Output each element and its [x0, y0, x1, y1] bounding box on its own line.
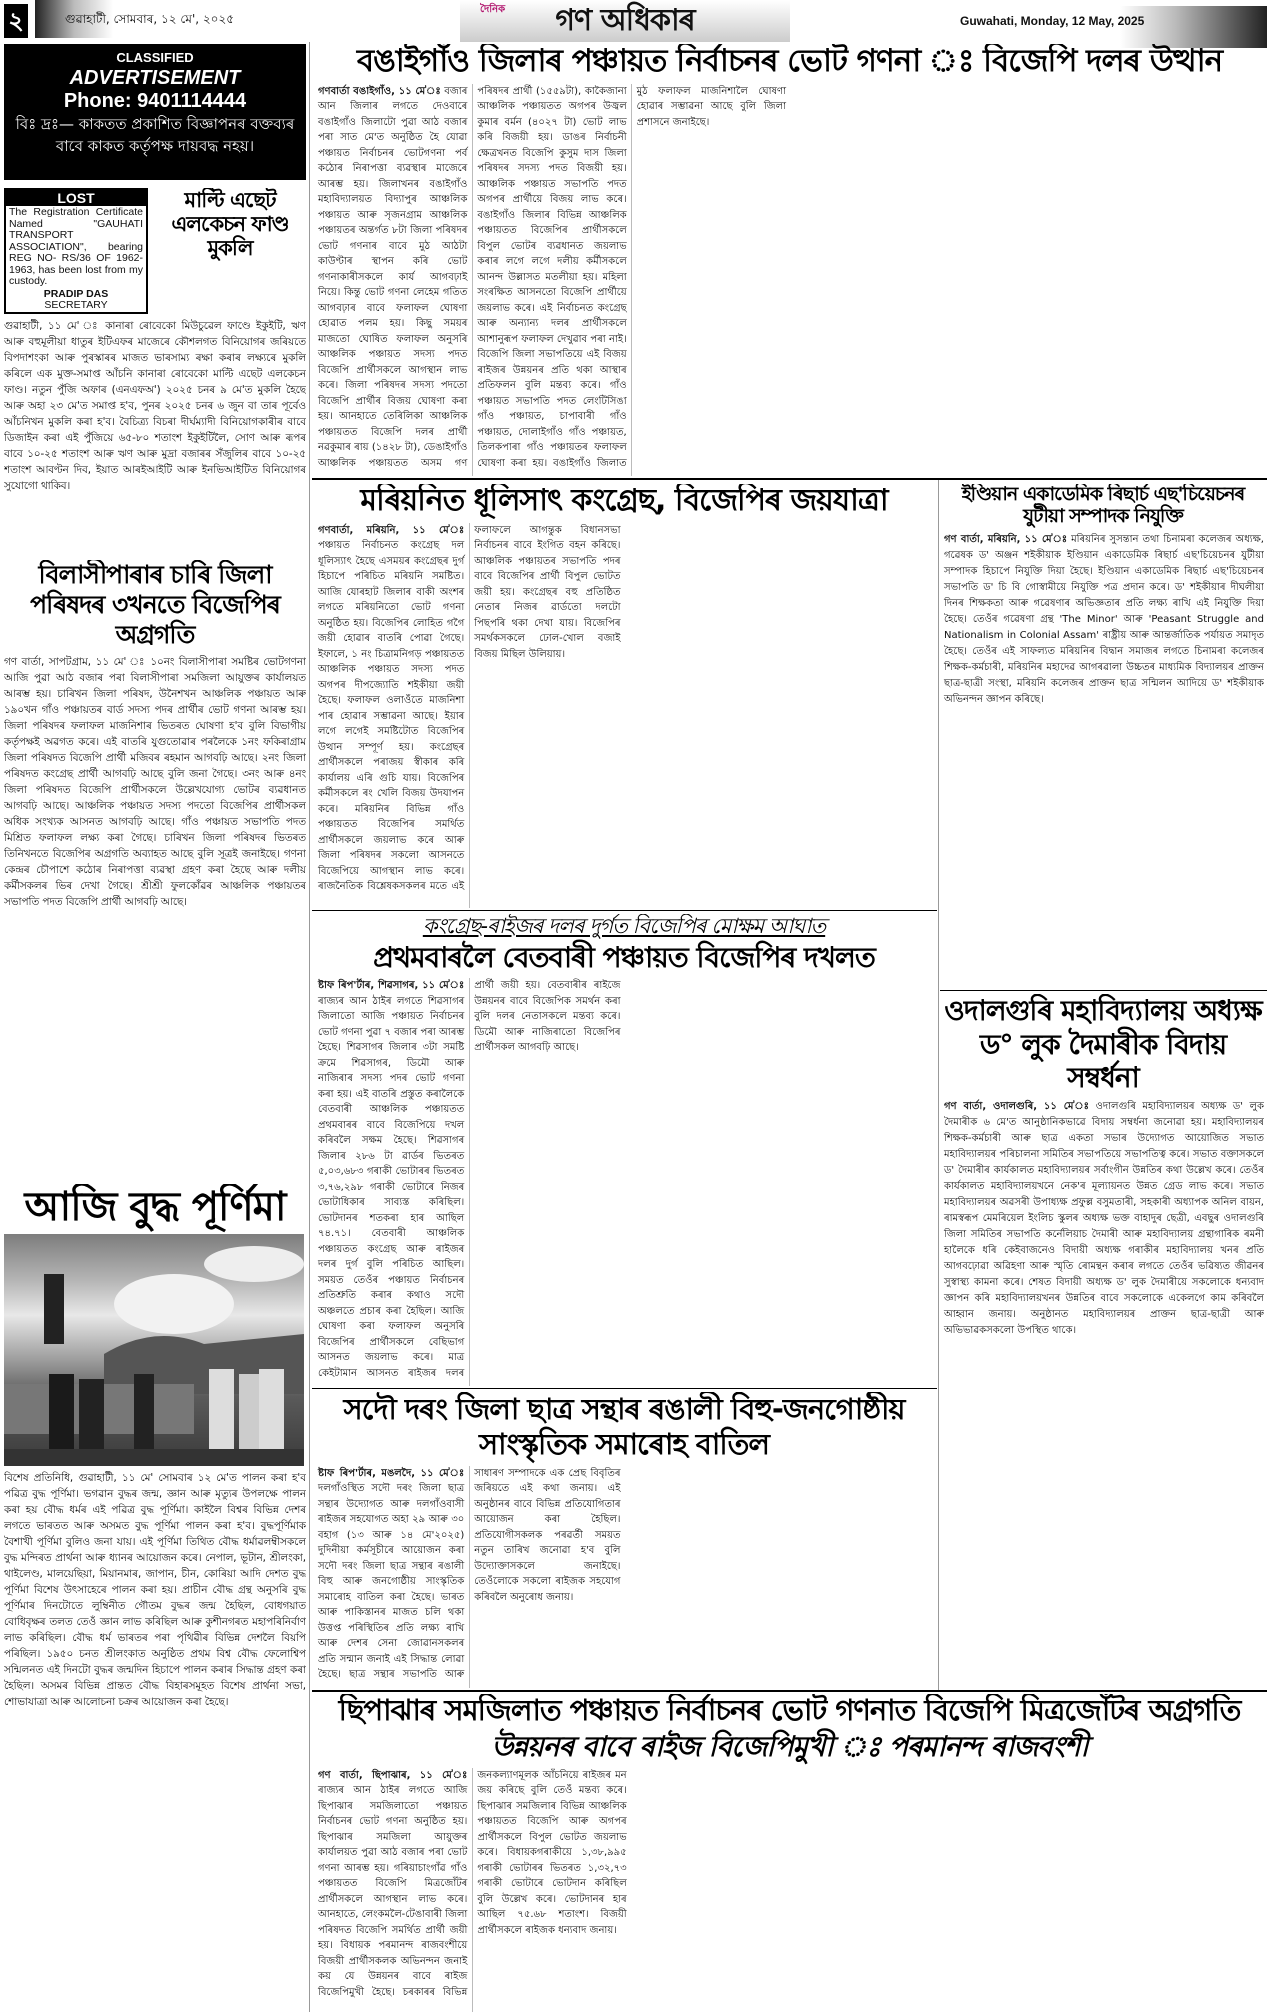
logo-daily-label: দৈনিক	[480, 4, 506, 15]
lost-text: The Registration Certificate Named "GAUHATI TRANSPORT ASSOCIATION", bearing REG NO- RS/36 OF 1962-1963, has been lost from my custody.	[9, 206, 143, 287]
sodou-headline: সদৌ দৰং জিলা ছাত্ৰ সন্থাৰ ৰঙালী বিহু-জনগোষ্ঠীয় সাংস্কৃতিক সমাৰোহ বাতিল	[343, 1392, 905, 1461]
date-assamese: গুৱাহাটী, সোমবাৰ, ১২ মে', ২০২৫	[35, 0, 295, 38]
bilasipara-body: গণ বাৰ্তা, সাপটগ্ৰাম, ১১ মে' ঃ ১০নং বিলাসীপাৰা সমষ্টিৰ ভোটগণনা আজি পুৱা আঠ বজাৰ পৰা বিলাসীপাৰা সমজিলা আয়ুক্তৰ কাৰ্যালয়ত আৰম্ভ হয়। চাৰিখন জিলা পৰিষদ, উনৈশখন আঞ্চলিক পঞ্চায়ত আৰু ১৯০খন গাঁও পঞ্চায়তৰ বাৰ্ড সদস্য পদৰ প্ৰাৰ্থীৰ ভোট গণনা আৰম্ভ হয়। জিলা পৰিষদৰ ফলাফল মাজনিশাৰ ভিতৰত ঘোষণা হ'ব বুলি বিভাগীয় কৰ্তৃপক্ষই অৱগত কৰে। এই বাতৰি যুগুতোৱাৰ পৰলৈকে ১নং ফকিৰাগ্ৰাম জিলা পৰিষদত বিজেপি প্ৰাৰ্থী মজিবৰ ৰহমান আগবঢ়ি আছে। ২নং জিলা পৰিষদত কংগ্ৰেছ প্ৰাৰ্থী আগবঢ়ি আছে বুলি জনা গৈছে। ৩নং আৰু ৪নং জিলা পৰিষদত বিজেপি প্ৰাৰ্থীসকলে উল্লেখযোগ্য ভোটৰ ব্যৱধানত আগবঢ়ি আছে। আঞ্চলিক পঞ্চায়ত সদস্য পদতো বিজেপিৰ প্ৰাৰ্থীসকল অধিক সংখ্যক আসনত আগবঢ়ি আছে। গাঁও পঞ্চায়ত সভাপতি পদত মিশ্ৰিত ফলাফল লক্ষ্য কৰা গৈছে। চাৰিখন জিলা পৰিষদৰ ভিতৰত তিনিখনতে বিজেপিৰ অগ্ৰগতি অব্যাহত আছে বুলি সূত্ৰই জনাইছে। গণনা কেন্দ্ৰৰ চৌপাশে কঠোৰ নিৰাপত্তা ব্যৱস্থা গ্ৰহণ কৰা হৈছে আৰু দলীয় কৰ্মীসকলৰ ভিৰ দেখা গৈছে। শ্ৰীশ্ৰী ফুলকোঁৱৰ আঞ্চলিক পঞ্চায়তৰ সভাপতি পদত বিজেপি প্ৰাৰ্থী আগবঢ়ি আছে।	[4, 656, 306, 908]
chipajhar-subhead: উন্নয়নৰ বাবে ৰাইজ বিজেপিমুখী ঃ পৰমানন্দ ৰাজবংশী	[491, 1730, 1088, 1764]
betbari-headline: প্ৰথমবাৰলৈ বেতবাৰী পঞ্চায়ত বিজেপিৰ দখলত	[373, 941, 875, 975]
lost-notice	[4, 188, 148, 314]
lead-headline: বঙাইগাঁও জিলাৰ পঞ্চায়ত নিৰ্বাচনৰ ভোট গণনা ঃ বিজেপি দলৰ উত্থান	[356, 44, 1223, 79]
academic-section	[942, 484, 1264, 986]
advertisement-label: ADVERTISEMENT	[69, 67, 241, 89]
udalguri-body	[942, 1099, 1264, 1688]
classified-phone: Phone: 9401114444	[63, 90, 247, 112]
chipajhar-text: ৰাজ্যৰ আন ঠাইৰ লগতে আজি ছিপাঝাৰ সমজিলাতো পঞ্চায়ত নিৰ্বাচনৰ ভোট গণনা অনুষ্ঠিত হয়। ছিপাঝাৰ সমজিলা আয়ুক্তৰ কাৰ্যালয়ত পুৱা আঠ বজাৰ পৰা ভোট গণনা আৰম্ভ হয়। গৰিয়াচাংগাঁৱ গাঁও পঞ্চায়তত বিজেপি মিত্ৰজোঁটৰ প্ৰাৰ্থীসকলে আগস্থান লাভ কৰে। আনহাতে, লেংকমলৈ-টেঙাবাৰী জিলা পৰিষদত বিজেপি সমৰ্থিত প্ৰাৰ্থী জয়ী হয়। বিধায়ক পৰমানন্দ ৰাজবংশীয়ে বিজয়ী প্ৰাৰ্থীসকলক অভিনন্দন জনাই কয় যে উন্নয়নৰ বাবে ৰাইজ বিজেপিমুখী হৈছে। চৰকাৰৰ বিভিন্ন জনকল্যাণমূলক আঁচনিয়ে ৰাইজৰ মন জয় কৰিছে বুলি তেওঁ মন্তব্য কৰে। ছিপাঝাৰ সমজিলাৰ বিভিন্ন আঞ্চলিক পঞ্চায়তত বিজেপি আৰু অগপৰ প্ৰাৰ্থীসকলে বিপুল ভোটত জয়লাভ কৰে। বিধায়কগৰাকীয়ে ১,৩৮,৯৯৫ গৰাকী ভোটাৰৰ ভিতৰত ১,৩২,৭৩ গৰাকী ভোটাৰে ভোটদান কৰিছিল বুলি উল্লেখ কৰে। ভোটদানৰ হাৰ আছিল ৭৫.৬৮ শতাংশ। বিজয়ী প্ৰাৰ্থীসকলে ৰাইজক ধন্যবাদ জনায়।	[318, 1769, 627, 1998]
date-english: Guwahati, Monday, 12 May, 2025	[900, 6, 1267, 48]
lead-text: বজাৰ আন জিলাৰ লগতে দেওবাৰে বঙাইগাঁও জিলাটো পুৱা আঠ বজাৰ পৰা সাত মে'ত অনুষ্ঠিত হৈ যোৱা পঞ্চায়ত নিৰ্বাচনৰ ভোটগণনা পৰ্ব কঠোৰ নিৰাপত্তা ব্যৱস্থাৰ মাজেৰে আৰম্ভ হয়। জিলাখনৰ বঙাইগাঁও মহাবিদ্যালয়ত বিদ্যাপুৰ আঞ্চলিক পঞ্চায়ত আৰু সৃজনগ্ৰাম আঞ্চলিক পঞ্চায়তৰ অন্তৰ্গত ৮টা জিলা পৰিষদৰ ভোট গণনাৰ বাবে মুঠ আঠটা কাউণ্টাৰ স্থাপন কৰি ভোট গণনাকাৰীসকলে কাৰ্য আগবঢ়াই নিয়ে। কিন্তু ভোট গণনা লেহেম গতিত আগবঢ়াৰ বাবে ফলাফল ঘোষণা হোৱাত পলম হয়। কিছু সময়ৰ মাজতো ঘোষিত ফলাফল অনুসৰি আঞ্চলিক পঞ্চায়ত সদস্য পদত বিজেপি প্ৰাৰ্থীসকলে আগস্থান লাভ কৰে। জিলা পৰিষদৰ সদস্য পদতো বিজেপি প্ৰাৰ্থীৰ বিজয় ঘোষণা কৰা হয়। আনহাতে তেৰিলিকা আঞ্চলিক পঞ্চায়তত বিজেপি দলৰ প্ৰাৰ্থী নৱকুমাৰ ৰায় (১৪২৮ টা), ডেঙাইগাঁও আঞ্চলিক পঞ্চায়তত অসম গণ পৰিষদৰ প্ৰাৰ্থী (১৫৫৯টা), কাকৈজানা আঞ্চলিক পঞ্চায়তত অগপৰ উজ্বল কুমাৰ বৰ্মন (৪০২৭ টা) ভোট লাভ কৰি বিজয়ী হয়। ডাঙৰ নিৰ্বাচনী ক্ষেত্ৰখনত বিজেপি কুসুম দাস জিলা পৰিষদৰ সদস্য পদত বিজয়ী হয়। আঞ্চলিক পঞ্চায়ত সভাপতি পদত অগপৰ প্ৰাৰ্থীয়ে বিজয় লাভ কৰে। বঙাইগাঁও জিলাৰ বিভিন্ন আঞ্চলিক পঞ্চায়তত বিজেপিৰ প্ৰাৰ্থীসকলে বিপুল ভোটৰ ব্যৱধানত জয়লাভ কৰাৰ লগে লগে দলীয় কৰ্মীসকলে আনন্দ উল্লাসত মতলীয়া হয়। মহিলা সংৰক্ষিত আসনতো বিজেপি প্ৰাৰ্থীয়ে জয়লাভ কৰে। এই নিৰ্বাচনত কংগ্ৰেছ আৰু অন্যান্য দলৰ প্ৰাৰ্থীসকলে আশানুৰূপ ফলাফল দেখুৱাব পৰা নাই। বিজেপি জিলা সভাপতিয়ে এই বিজয় ৰাইজৰ উন্নয়নৰ প্ৰতি থকা আস্থাৰ প্ৰতিফলন বুলি মন্তব্য কৰে। গাঁও পঞ্চায়ত সভাপতি পদত লেংটিসিঙা গাঁও পঞ্চায়ত, চাপাবাৰী গাঁও পঞ্চায়ত, দোলাইগাঁও গাঁও পঞ্চায়ত, তিলকপাৰা গাঁও পঞ্চায়তৰ ফলাফল ঘোষণা কৰা হয়। বঙাইগাঁও জিলাত মুঠ ফলাফল মাজনিশালৈ ঘোষণা হোৱাৰ সম্ভাৱনা আছে বুলি জিলা প্ৰশাসনে জনাইছে।	[318, 85, 786, 469]
betbari-section	[312, 914, 936, 1386]
sodou-text: দলগাঁওস্থিত সদৌ দৰং জিলা ছাত্ৰ সন্থাৰ উদ্যোগত আৰু দলগাঁওবাসী ৰাইজৰ সহযোগত অহা ২৯ আৰু ৩০ বহাগ (১৩ আৰু ১৪ মে'২০২৫) দুদিনীয়া কৰ্মসূচীৰে আয়োজন কৰা সদৌ দৰং জিলা ছাত্ৰ সন্থাৰ ৰঙালী বিহু আৰু জনগোষ্ঠীয় সাংস্কৃতিক সমাৰোহ বাতিল কৰা হৈছে। ভাৰত আৰু পাকিস্তানৰ মাজত চলি থকা উত্তপ্ত পৰিস্থিতিৰ প্ৰতি লক্ষ্য ৰাখি আৰু দেশৰ সেনা জোৱানসকলৰ প্ৰতি সন্মান জনাই এই সিদ্ধান্ত লোৱা হৈছে। ছাত্ৰ সন্থাৰ সভাপতি আৰু সাধাৰণ সম্পাদকে এক প্ৰেছ বিবৃতিৰ জৰিয়তে এই কথা জনায়। এই অনুষ্ঠানৰ বাবে বিভিন্ন প্ৰতিযোগিতাৰ আয়োজন কৰা হৈছিল। প্ৰতিযোগীসকলক পৰৱৰ্তী সময়ত নতুন তাৰিখ জনোৱা হ'ব বুলি উদ্যোক্তাসকলে জনাইছে। তেওঁলোকে সকলো ৰাইজক সহযোগ কৰিবলৈ অনুৰোধ জনায়।	[318, 1467, 621, 1681]
bilasipara-section	[4, 560, 306, 1178]
lead-body	[312, 84, 1267, 476]
academic-dateline: গণ বাৰ্তা, মৰিয়নি, ১১ মে'ঃ	[944, 533, 1068, 545]
sodou-section	[312, 1392, 936, 1688]
fund-section	[4, 188, 306, 556]
moriyani-body	[312, 523, 936, 909]
academic-body	[942, 532, 1264, 986]
betbari-text: ৰাজ্যৰ আন ঠাইৰ লগতে শিৱসাগৰ জিলাতো আজি পঞ্চায়ত নিৰ্বাচনৰ ভোট গণনা পুৱা ৭ বজাৰ পৰা আৰম্ভ হৈছে। শিৱসাগৰ জিলাৰ ৩টা সমষ্টি ক্ৰমে শিৱসাগৰ, ডিমৌ আৰু নাজিৰাৰ সদস্য পদৰ ভোট গণনা কৰা হয়। এই বাতৰি প্ৰস্তুত কৰালৈকে বেতবাৰী আঞ্চলিক পঞ্চায়তত প্ৰথমবাৰৰ বাবে বিজেপিয়ে দখল কৰিবলৈ সক্ষম হৈছে। শিৱসাগৰ জিলাৰ ২৮৬ টা ৱাৰ্ডৰ ভিতৰত ৫,০৩,৬৮৩ গৰাকী ভোটাৰৰ ভিতৰত ৩,৭৬,২৯৮ গৰাকী ভোটাৰে নিজৰ ভোটাধিকাৰ সাব্যস্ত কৰিছিল। ভোটদানৰ শতকৰা হাৰ আছিল ৭৪.৭১। বেতবাৰী আঞ্চলিক পঞ্চায়তত কংগ্ৰেছ আৰু ৰাইজৰ দলৰ দুৰ্গ বুলি পৰিচিত আছিল। সময়ত তেওঁৰ পঞ্চায়ত নিৰ্বাচনৰ প্ৰতিশ্ৰুতি কৰাৰ কথাও সদৌ অঞ্চলতে প্ৰচাৰ কৰা হৈছিল। আজি ঘোষণা কৰা ফলাফল অনুসৰি বিজেপিৰ প্ৰাৰ্থীসকলে বেছিভাগ আসনত জয়লাভ কৰে। মাত্ৰ কেইটামান আসনত ৰাইজৰ দলৰ প্ৰাৰ্থী জয়ী হয়। বেতবাৰীৰ ৰাইজে উন্নয়নৰ বাবে বিজেপিক সমৰ্থন কৰা বুলি দলৰ নেতাসকলে মন্তব্য কৰে। ডিমৌ আৰু নাজিৰাতো বিজেপিৰ প্ৰাৰ্থীসকল আগবঢ়ি আছে।	[318, 980, 621, 1379]
lost-designation: SECRETARY	[44, 299, 108, 311]
chipajhar-headline: ছিপাঝাৰ সমজিলাত পঞ্চায়ত নিৰ্বাচনৰ ভোট গণনাত বিজেপি মিত্ৰজোঁটৰ অগ্ৰগতি	[338, 1694, 1241, 1727]
buddha-body: বিশেষ প্ৰতিনিধি, গুৱাহাটী, ১১ মে' সোমবাৰ ১২ মে'ত পালন কৰা হ'ব পৱিত্ৰ বুদ্ধ পূৰ্ণিমা। ভগৱান বুদ্ধৰ জন্ম, জ্ঞান আৰু মৃত্যুৰ উপলক্ষে পালন কৰা হয় বৌদ্ধ ধৰ্মৰ এই পৱিত্ৰ বুদ্ধ পূৰ্ণিমা। কাইলৈ বিশ্বৰ বিভিন্ন দেশৰ লগতে ভাৰতত আৰু অসমত বুদ্ধ পূৰ্ণিমা পালন কৰা হ'ব। বুদ্ধপূৰ্ণিমাক বৈশাখী পূৰ্ণিমা বুলিও জনা যায়। এই পূৰ্ণিমা তিথিত বৌদ্ধ ধৰ্মাৱলম্বীসকলে বুদ্ধ মন্দিৰত প্ৰাৰ্থনা আৰু ধ্যানৰ আয়োজন কৰে। নেপাল, ভূটান, শ্ৰীলংকা, থাইলেণ্ড, মালয়েছিয়া, মিয়ানমাৰ, জাপান, চীন, কোৰিয়া আদি দেশত বুদ্ধ পূৰ্ণিমা বিশেষ উৎসাহেৰে পালন কৰা হয়। প্ৰাচীন বৌদ্ধ গ্ৰন্থ অনুসৰি বুদ্ধ পূৰ্ণিমাৰ দিনটোতে লুম্বিনীত গৌতম বুদ্ধৰ জন্ম হৈছিল, বোধগয়াত বোধিবৃক্ষৰ তলত তেওঁ জ্ঞান লাভ কৰিছিল আৰু কুশীনগৰত মহাপৰিনিৰ্বাণ লাভ কৰিছিল। বৌদ্ধ ধৰ্ম ভাৰতৰ পৰা পৃথিৱীৰ বিভিন্ন দেশলৈ বিয়পি পৰিছিল। ১৯৫০ চনত শ্ৰীলংকাত অনুষ্ঠিত প্ৰথম বিশ্ব বৌদ্ধ ফেলোশ্বিপ সন্মিলনত এই দিনটো বুদ্ধৰ জন্মদিন হিচাপে পালন কৰাৰ সিদ্ধান্ত গ্ৰহণ কৰা হৈছিল। অসমৰ বিভিন্ন প্ৰান্তত বৌদ্ধ বিহাৰসমূহত বিশেষ প্ৰাৰ্থনা সভা, শোভাযাত্ৰা আৰু আলোচনা চক্ৰৰ আয়োজন কৰা হৈছে।	[4, 1472, 306, 1708]
betbari-kicker: কংগ্ৰেছ-ৰাইজৰ দলৰ দুৰ্গত বিজেপিৰ মোক্ষম আঘাত	[422, 914, 826, 938]
newspaper-logo	[460, 0, 790, 42]
sodou-body	[312, 1466, 936, 1688]
academic-text: মৰিয়নিৰ সুসন্তান তথা চিনামৰা কলেজৰ অধ্যক্ষ, গৱেষক ড' অঞ্জন শইকীয়াক ইণ্ডিয়ান একাডেমিক ৰিছাৰ্চ এছ'চিয়েচনৰ যুটীয়া সম্পাদক হিচাপে নিযুক্তি দিয়া হৈছে। ইণ্ডিয়ান একাডেমিক ৰিছাৰ্চ এছ'চিয়েচনৰ সভাপতি ড' চি বি গোস্বামীয়ে নিযুক্তি পত্ৰ প্ৰদান কৰে। ড' শইকীয়াৰ দীঘলীয়া দিনৰ শিক্ষকতা আৰু গৱেষণাৰ অভিজ্ঞতাৰ প্ৰতি লক্ষ্য ৰাখি এই নিযুক্তি দিয়া হৈছে। তেওঁৰ গৱেষণা গ্ৰন্থ 'The Minor' আৰু 'Peasant Struggle and Nationalism in Colonial Assam' ৰাষ্ট্ৰীয় আৰু আন্তৰ্জাতিক পৰ্যায়ত সমাদৃত হৈছে। তেওঁৰ এই সাফল্যত মৰিয়নিৰ বিদ্বান সমাজৰ লগতে চিনামৰা কলেজৰ শিক্ষক-কৰ্মচাৰী, মৰিয়নিৰ মহাদেৱ আগৰৱালা উচ্চতৰ মাধ্যমিক বিদ্যালয়ৰ প্ৰাক্তন ছাত্ৰ-ছাত্ৰী সংস্থা, মৰিয়নি কলেজৰ প্ৰাক্তন ছাত্ৰ সন্মিলন আদিয়ে ড' শইকীয়াক অভিনন্দন জ্ঞাপন কৰিছে।	[944, 533, 1264, 705]
chipajhar-section	[312, 1694, 1267, 2012]
moriyani-dateline: গণবাৰ্তা, মৰিয়নি, ১১ মে'ঃ	[318, 524, 465, 536]
academic-headline: ইণ্ডিয়ান একাডেমিক ৰিছাৰ্চ এছ'চিয়েচনৰ যুটীয়া সম্পাদক নিযুক্তি	[961, 484, 1245, 527]
classified-label: CLASSIFIED	[116, 50, 194, 65]
fund-body: গুৱাহাটী, ১১ মে' ঃ কানাৰা ৰোবেকো মিউচুৱেল ফাণ্ডে ইকুইটি, ঋণ আৰু বহুমূলীয়া ধাতুৰ ইটিএফৰ মাজেৰে কৌশলগত বিনিয়োগৰ জৰিয়তে বিপদাশংকা আৰু পুৰস্কাৰৰ মাজত ভাৰসাম্য ৰক্ষা কৰাৰ লক্ষ্যৰে মুকলি কৰিলে এক মুক্ত-সমাপ্ত আঁচনি কানাৰা ৰোবেকো মাল্টি এছেট এলকেচন ফাণ্ড। নতুন পুঁজি অফাৰ (এনএফঅ') ২০২৫ চনৰ ৯ মে'ত মুকলি হৈছে আৰু অহা ২৩ মে'ত সমাপ্ত হ'ব, পুনৰ ২০২৫ চনৰ ৬ জুন বা তাৰ পূৰ্বেও আঁচনিখন মুকলি কৰা হ'ব। বৈচিত্ৰ্য বিচৰা দীৰ্ঘম্যাদী বিনিয়োগকাৰীৰ বাবে ডিজাইন কৰা এই পুঁজিয়ে ৬৫-৮০ শতাংশ ইকুইটিলৈ, সোণ আৰু ৰূপৰ বাবে ১০-২৫ শতাংশ আৰু ঋণ আৰু মুদ্ৰা বজাৰৰ সঁজুলিৰ বাবে ১০-২৫ শতাংশ আবণ্টন দিব, ইয়াত আৰইআইটি আৰু ইনভিআইটিত বিনিয়োগৰ সুযোগো থাকিব।	[4, 319, 306, 492]
logo-title: গণ অধিকাৰ	[555, 3, 695, 38]
chipajhar-body	[312, 1768, 1267, 2012]
moriyani-text: পঞ্চায়ত নিৰ্বাচনত কংগ্ৰেছ দল ধূলিস্যাৎ হৈছে এসময়ৰ কংগ্ৰেছৰ দুৰ্গ হিচাপে পৰিচিত মৰিয়নি সমষ্টিত। আজি যোৰহাট জিলাৰ বাকী অংশৰ লগতে মৰিয়নিতো ভোট গণনা অনুষ্ঠিত হয়। বিজেপিৰ লোহিত গগৈ জয়ী হোৱাৰ বাতৰি পোৱা গৈছে। ইফালে, ১ নং চিত্ৰামনিগড় পঞ্চায়তত আঞ্চলিক পঞ্চায়ত সদস্য পদত অগপৰ দীপজ্যোতি শইকীয়া জয়ী হৈছে। ফলাফল ওলাওঁতে মাজনিশা পাৰ হোৱাৰ সম্ভাৱনা আছে। ইয়াৰ লগে লগেই সমষ্টিটোত বিজেপিৰ উত্থান সম্পূৰ্ণ হয়। কংগ্ৰেছৰ প্ৰাৰ্থীসকলে পৰাজয় স্বীকাৰ কৰি কাৰ্যালয় এৰি গুচি যায়। বিজেপিৰ কৰ্মীসকলে ৰং খেলি বিজয় উদযাপন কৰে। মৰিয়নিৰ বিভিন্ন গাঁও পঞ্চায়তত বিজেপিৰ সমৰ্থিত প্ৰাৰ্থীসকলে জয়লাভ কৰে আৰু জিলা পৰিষদৰ সকলো আসনতে বিজেপিয়ে আগস্থান লাভ কৰে। ৰাজনৈতিক বিশ্লেষকসকলৰ মতে এই ফলাফলে আগন্তুক বিধানসভা নিৰ্বাচনৰ বাবে ইংগিত বহন কৰিছে। আঞ্চলিক পঞ্চায়তৰ সভাপতি পদৰ বাবে বিজেপিৰ প্ৰাৰ্থী বিপুল ভোটত জয়ী হয়। কংগ্ৰেছৰ বহু প্ৰতিষ্ঠিত নেতাৰ নিজৰ ৱাৰ্ডতো দলটো পিছপৰি থকা দেখা যায়। বিজেপিৰ সমৰ্থকসকলে ঢোল-খোল বজাই বিজয় মিছিল উলিয়ায়।	[318, 524, 621, 892]
udalguri-section	[942, 994, 1264, 1688]
page-number: ২	[4, 4, 28, 38]
buddha-section	[4, 1184, 306, 2012]
udalguri-text: ওদালগুৰি মহাবিদ্যালয়ৰ অধ্যক্ষ ড' লুক দৈমাৰীক ৬ মে'ত আনুষ্ঠানিকভাৱে বিদায় সম্বৰ্ধনা জনোৱা হয়। মহাবিদ্যালয়ৰ শিক্ষক-কৰ্মচাৰী আৰু ছাত্ৰ একতা সভাৰ উদ্যোগত আয়োজিত সভাত মহাবিদ্যালয়ৰ পৰিচালনা সমিতিৰ সভাপতিয়ে সভাপতিত্ব কৰে। সভাত বক্তাসকলে ড' দৈমাৰীৰ কাৰ্যকালত মহাবিদ্যালয়ৰ সৰ্বাংগীন উন্নতিৰ কথা উল্লেখ কৰে। তেওঁৰ কাৰ্যকালত মহাবিদ্যালয়খনে নেক'ৰ মূল্যায়নত উন্নত গ্ৰেড লাভ কৰে। সভাত মহাবিদ্যালয়ৰ অৱসৰী উপাধ্যক্ষ প্ৰফুল্ল বসুমতাৰী, সহকাৰী অধ্যাপক অনিল বায়ন, ৰামস্বৰূপ মেমৰিয়েল ইংলিচ স্কুলৰ অধ্যক্ষ ভক্ত বাহাদুৰ ছেত্ৰী, এবছুৰ ওদালগুৰি জিলা সমিতিৰ সভাপতি কৰ্নেলিয়াচ দৈমাৰী আৰু মহাবিদ্যালয় গ্ৰন্থাগাৰিক ৰমনী হালৈকে ধৰি কেইবাজনেও বিদায়ী অধ্যক্ষ গৰাকীৰ মহাবিদ্যালয় খনৰ প্ৰতি আগবঢ়োৱা অৱিহণা আৰু স্মৃতি ৰোমন্থন কৰাৰ লগতে তেওঁৰ ভৱিষ্যত জীৱনৰ সুস্বাস্থ্য কামনা কৰে। শেষত বিদায়ী অধ্যক্ষ ড' লুক দৈমাৰীয়ে সকলোকে ধন্যবাদ জ্ঞাপন কৰি মহাবিদ্যালয়খনৰ উন্নতিৰ বাবে সকলোকে একেলগে কাম কৰিবলৈ আহ্বান জনায়। অনুষ্ঠানত মহাবিদ্যালয়ৰ প্ৰাক্তন ছাত্ৰ-ছাত্ৰী আৰু অভিভাৱকসকলো উপস্থিত থাকে।	[944, 1100, 1264, 1336]
udalguri-dateline: গণ বাৰ্তা, ওদালগুৰি, ১১ মে'ঃ	[944, 1100, 1089, 1112]
moriyani-section	[312, 484, 936, 908]
lead-dateline: গণবাৰ্তা বঙাইগাঁও, ১১ মে'ঃ	[318, 85, 441, 97]
lost-title: LOST	[6, 190, 146, 206]
fund-headline: মাল্টি এছেট এলকেচন ফাণ্ড মুকলি	[171, 188, 289, 261]
bilasipara-headline: বিলাসীপাৰাৰ চাৰি জিলা পৰিষদৰ ৩খনতে বিজেপিৰ অগ্ৰগতি	[30, 560, 280, 649]
lost-name: PRADIP DAS	[43, 287, 109, 300]
buddha-purnima-photo	[4, 1234, 304, 1466]
udalguri-headline: ওদালগুৰি মহাবিদ্যালয় অধ্যক্ষ ড° লুক দৈমাৰীক বিদায় সম্বৰ্ধনা	[944, 994, 1262, 1095]
chipajhar-dateline: গণ বাৰ্তা, ছিপাঝাৰ, ১১ মে'ঃ	[318, 1769, 468, 1781]
lead-section	[312, 44, 1267, 476]
sodou-dateline: ষ্টাফ ৰিপ'ৰ্টাৰ, মঙলদৈ, ১১ মে'ঃ	[318, 1467, 465, 1479]
betbari-dateline: ষ্টাফ ৰিপ'ৰ্টাৰ, শিৱসাগৰ, ১১ মে'ঃ	[318, 980, 465, 992]
classified-ad-box	[4, 44, 306, 180]
classified-disclaimer: বিঃ দ্ৰঃ— কাকতত প্ৰকাশিত বিজ্ঞাপনৰ বক্তব্যৰ বাবে কাকত কৰ্তৃপক্ষ দায়বদ্ধ নহয়।	[15, 115, 295, 155]
betbari-body	[312, 978, 936, 1386]
moriyani-headline: মৰিয়নিত ধূলিসাৎ কংগ্ৰেছ, বিজেপিৰ জয়যাত্ৰা	[360, 484, 888, 518]
buddha-headline: আজি বুদ্ধ পূৰ্ণিমা	[24, 1184, 286, 1230]
